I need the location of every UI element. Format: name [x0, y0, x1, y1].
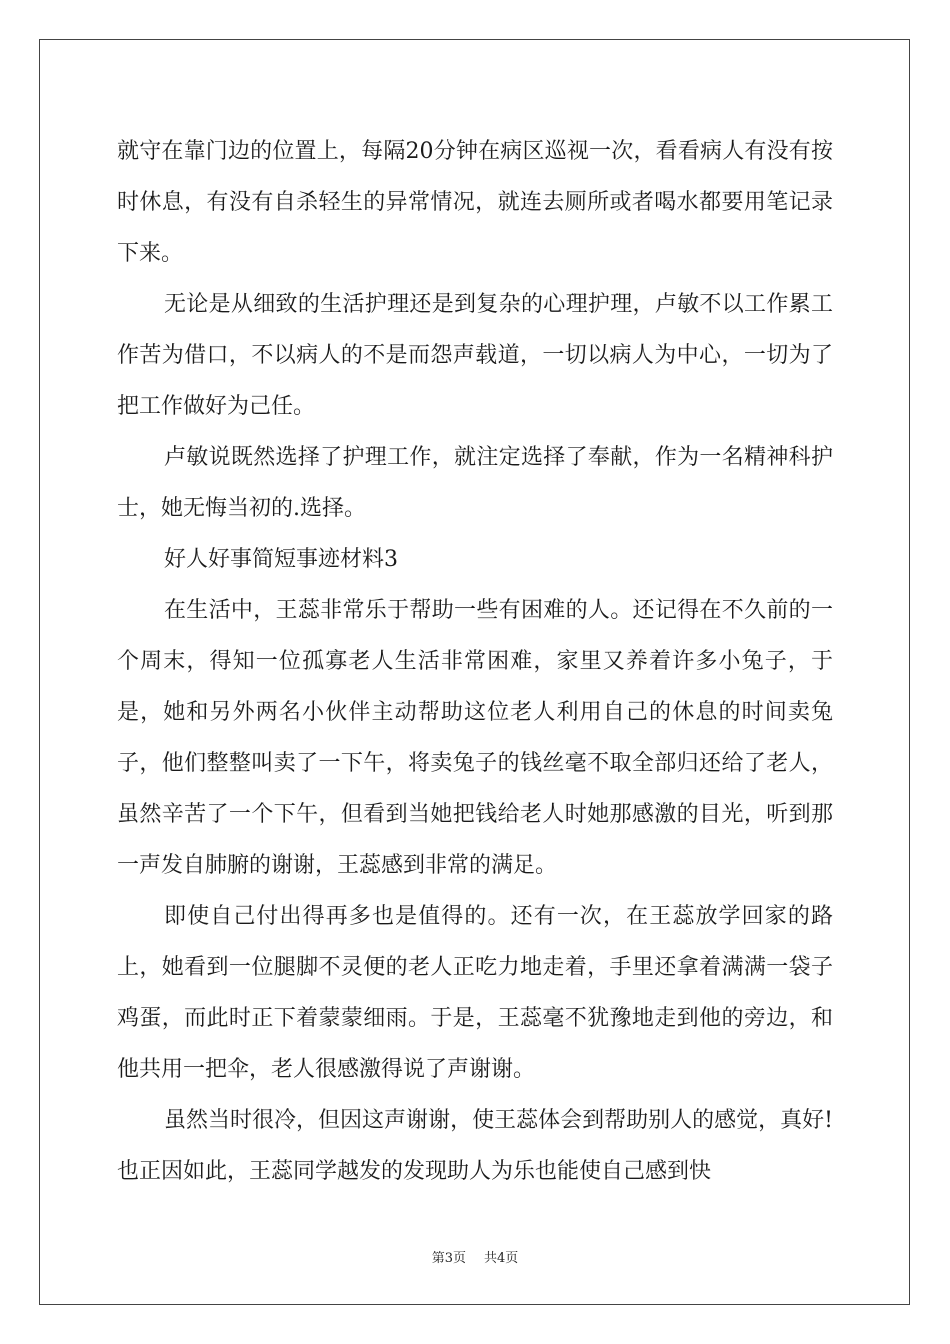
paragraph-5: 即使自己付出得再多也是值得的。还有一次，在王蕊放学回家的路上，她看到一位腿脚不灵便的老人正吃力地走着，手里还拿着满满一袋子鸡蛋，而此时正下着蒙蒙细雨。于是，王蕊毫不犹豫地走到他的旁边，和他共用一把伞，老人很感激得说了声谢谢。 [117, 904, 833, 1082]
document-body [117, 126, 833, 1197]
page-number: 第3页 [431, 1251, 466, 1266]
section-title: 好人好事简短事迹材料3 [164, 547, 398, 572]
paragraph-1: 就守在靠门边的位置上，每隔20分钟在病区巡视一次，看看病人有没有按时休息，有没有自杀轻生的异常情况，就连去厕所或者喝水都要用笔记录下来。 [117, 139, 833, 266]
page-footer [0, 1247, 950, 1266]
paragraph-2: 无论是从细致的生活护理还是到复杂的心理护理，卢敏不以工作累工作苦为借口，不以病人的不是而怨声载道，一切以病人为中心，一切为了把工作做好为己任。 [117, 292, 833, 419]
paragraph-4: 在生活中，王蕊非常乐于帮助一些有困难的人。还记得在不久前的一个周末，得知一位孤寡老人生活非常困难，家里又养着许多小兔子，于是，她和另外两名小伙伴主动帮助这位老人利用自己的休息的时间卖兔子，他们整整叫卖了一下午，将卖兔子的钱丝毫不取全部归还给了老人，虽然辛苦了一个下午，但看到当她把钱给老人时她那感激的目光，听到那一声发自肺腑的谢谢，王蕊感到非常的满足。 [117, 598, 833, 878]
page-total: 共4页 [484, 1251, 519, 1266]
paragraph-3: 卢敏说既然选择了护理工作，就注定选择了奉献，作为一名精神科护士，她无悔当初的.选择。 [117, 445, 833, 521]
paragraph-6: 虽然当时很冷，但因这声谢谢，使王蕊体会到帮助别人的感觉，真好!也正因如此，王蕊同学越发的发现助人为乐也能使自己感到快 [117, 1108, 833, 1184]
